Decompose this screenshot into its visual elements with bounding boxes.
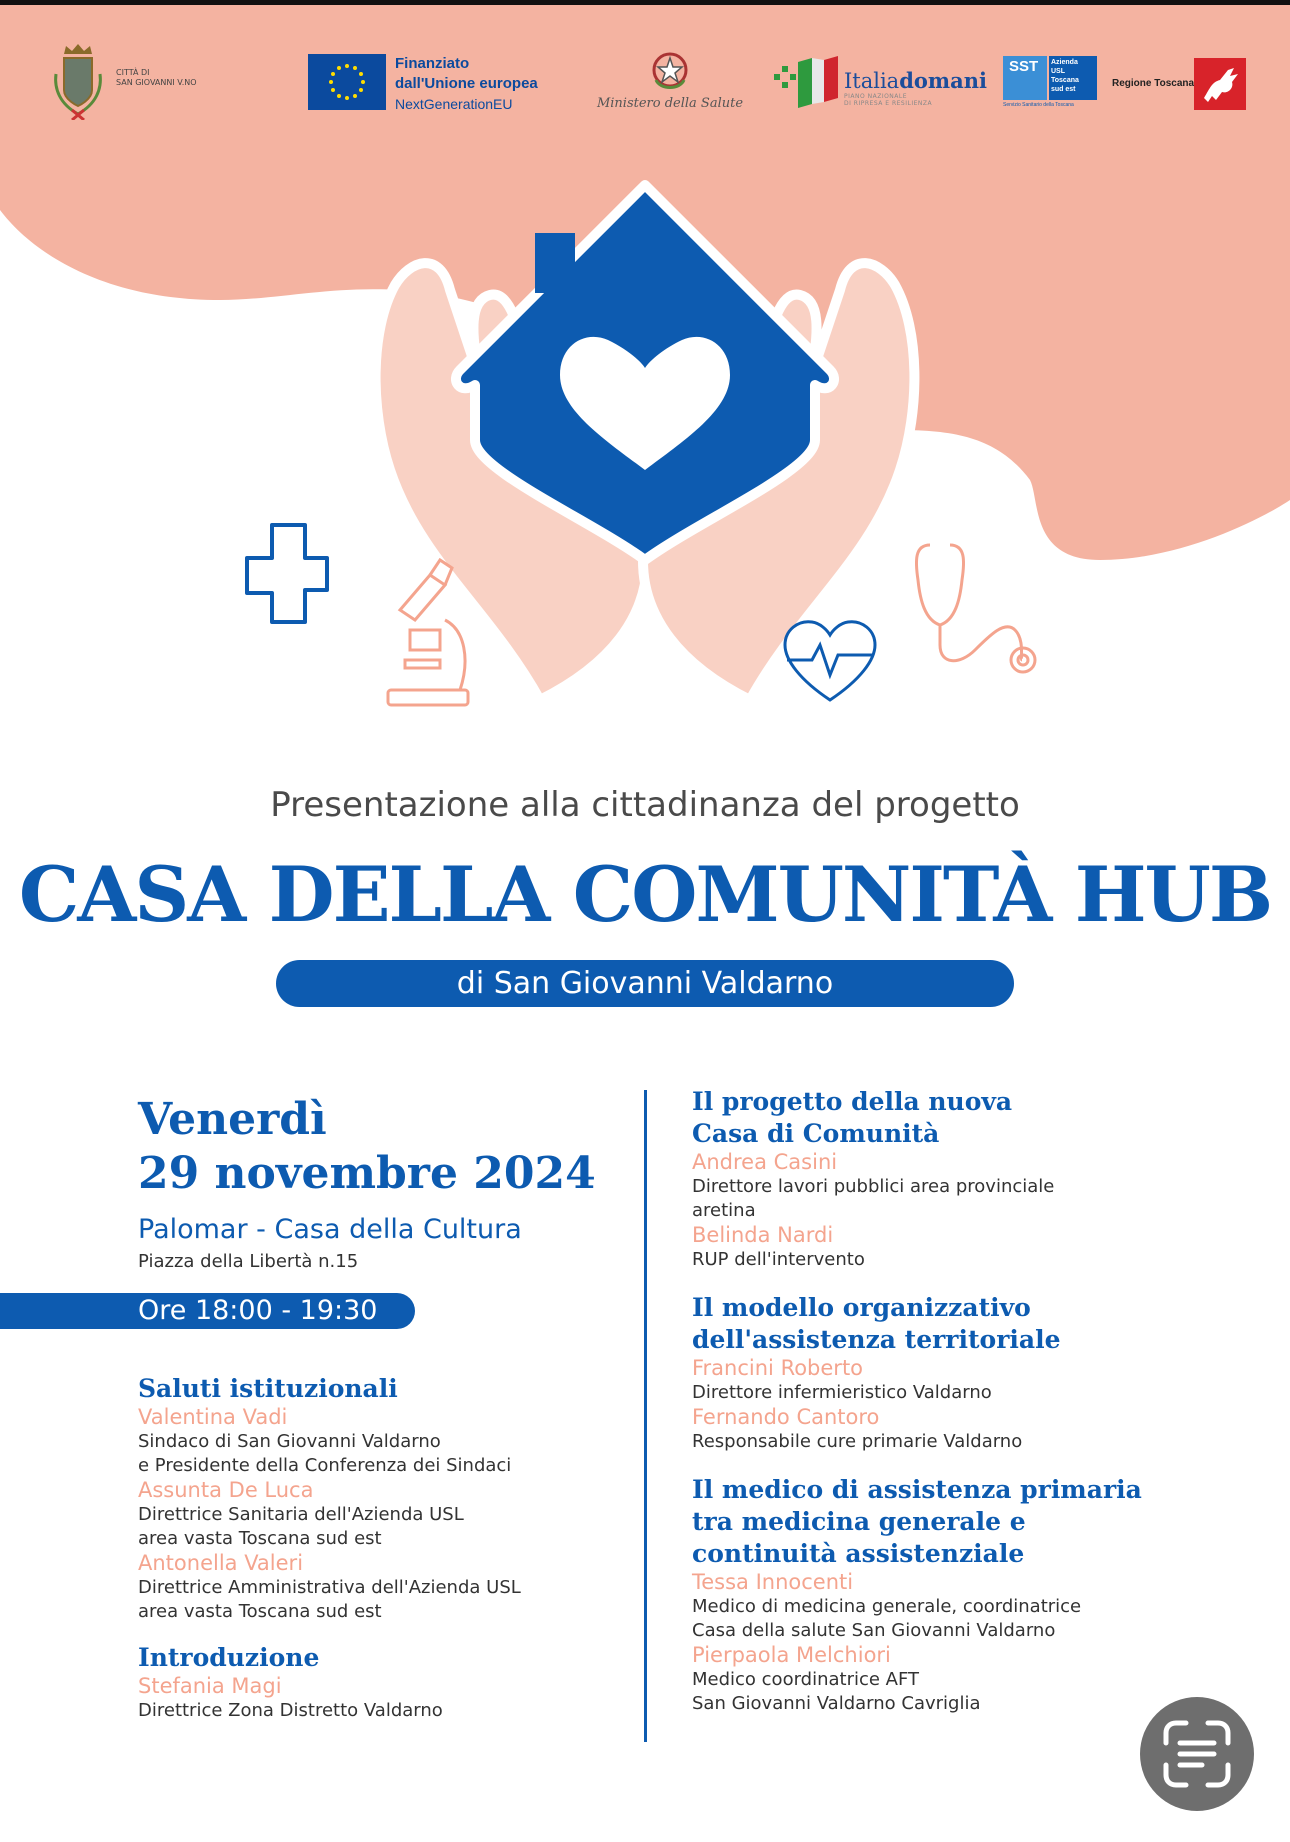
eu-flag-icon — [308, 54, 386, 110]
ministero-logo — [595, 50, 745, 120]
speaker-name: Tessa Innocenti — [692, 1570, 854, 1594]
section-title: Il modello organizzativo — [692, 1293, 1031, 1322]
speaker-role: Responsabile cure primarie Valdarno — [692, 1431, 1023, 1452]
speaker-role: Direttrice Sanitaria dell'Azienda USL — [138, 1504, 464, 1525]
speaker-name: Fernando Cantoro — [692, 1405, 880, 1429]
speaker-role: Direttrice Amministrativa dell'Azienda USL — [138, 1577, 521, 1598]
page-title: CASA DELLA COMUNITÀ HUB — [18, 850, 1272, 939]
comune-name-line1: CITTÀ DI — [116, 68, 150, 77]
usl-name-line1: Azienda — [1051, 59, 1078, 66]
speaker-name: Assunta De Luca — [138, 1478, 314, 1502]
speaker-role: area vasta Toscana sud est — [138, 1601, 382, 1622]
speaker-name: Pierpaola Melchiori — [692, 1643, 891, 1667]
stethoscope-icon — [916, 545, 1035, 672]
speaker-role: Medico coordinatrice AFT — [692, 1669, 920, 1690]
usl-name-line2: USL — [1051, 68, 1065, 75]
italiadomani-name-a: Italia — [844, 69, 900, 93]
column-divider — [644, 1090, 647, 1742]
comune-logo — [48, 44, 198, 124]
comune-crest-icon — [48, 44, 108, 120]
section-title: dell'assistenza territoriale — [692, 1325, 1061, 1354]
event-address: Piazza della Libertà n.15 — [138, 1251, 359, 1272]
eu-line-union: dall'Unione europea — [395, 75, 538, 92]
top-border — [0, 0, 1290, 5]
event-day: Venerdì — [138, 1094, 327, 1145]
ministero-name: Ministero della Salute — [596, 96, 744, 111]
speaker-role: Direttrice Zona Distretto Valdarno — [138, 1700, 443, 1721]
speaker-role: Direttore infermieristico Valdarno — [692, 1382, 992, 1403]
section-title: continuità assistenziale — [692, 1539, 1025, 1568]
speaker-role: Direttore lavori pubblici area provinciale — [692, 1176, 1055, 1197]
scan-text-icon — [1140, 1697, 1254, 1811]
italiadomani-name-b: domani — [899, 68, 987, 93]
subtitle: Presentazione alla cittadinanza del progetto — [270, 785, 1020, 825]
speaker-role: San Giovanni Valdarno Cavriglia — [692, 1693, 981, 1714]
comune-name-line2: SAN GIOVANNI V.NO — [116, 78, 197, 87]
event-time: Ore 18:00 - 19:30 — [138, 1295, 378, 1326]
section-title: Casa di Comunità — [692, 1119, 940, 1148]
speaker-name: Stefania Magi — [138, 1674, 282, 1698]
eu-line-nextgen: NextGenerationEU — [395, 96, 513, 112]
section-title: Il progetto della nuova — [692, 1087, 1013, 1116]
event-date — [138, 1093, 596, 1201]
usl-caption: Servizio Sanitario della Toscana — [1003, 102, 1074, 108]
usl-name-line4: sud est — [1051, 86, 1076, 93]
section-title: Introduzione — [138, 1643, 320, 1672]
italiadomani-sub1: PIANO NAZIONALE — [844, 93, 908, 100]
medical-cross-icon — [247, 525, 327, 622]
usl-name-line3: Toscana — [1051, 77, 1079, 84]
speaker-role: Sindaco di San Giovanni Valdarno — [138, 1431, 441, 1452]
eu-logo — [308, 54, 538, 114]
speaker-name: Valentina Vadi — [138, 1405, 288, 1429]
speaker-name: Antonella Valeri — [138, 1551, 304, 1575]
right-program — [692, 1086, 1192, 1716]
left-program — [138, 1373, 618, 1723]
speaker-role: RUP dell'intervento — [692, 1249, 865, 1270]
italiadomani-logo — [772, 54, 987, 114]
speaker-role: aretina — [692, 1200, 756, 1221]
pegasus-icon — [1194, 58, 1246, 110]
place-pill: di San Giovanni Valdarno — [276, 960, 1014, 1007]
speaker-name: Andrea Casini — [692, 1150, 838, 1174]
scan-text-button[interactable] — [1140, 1697, 1254, 1811]
usl-logo — [1003, 56, 1097, 112]
speaker-role: area vasta Toscana sud est — [138, 1528, 382, 1549]
speaker-role: Medico di medicina generale, coordinatrice — [692, 1596, 1082, 1617]
speaker-role: Casa della salute San Giovanni Valdarno — [692, 1620, 1056, 1641]
event-full-date: 29 novembre 2024 — [138, 1148, 596, 1199]
section-title: Il medico di assistenza primaria — [692, 1475, 1142, 1504]
time-pill — [0, 1293, 415, 1329]
usl-sst-label: SST — [1009, 58, 1039, 75]
regione-name: Regione Toscana — [1112, 78, 1195, 89]
event-venue: Palomar - Casa della Cultura — [138, 1214, 522, 1245]
section-title: tra medicina generale e — [692, 1507, 1026, 1536]
speaker-role: e Presidente della Conferenza dei Sindaci — [138, 1455, 512, 1476]
italian-emblem-icon — [650, 50, 690, 92]
speaker-name: Francini Roberto — [692, 1356, 864, 1380]
speaker-name: Belinda Nardi — [692, 1223, 834, 1247]
italiadomani-flag-icon — [772, 54, 842, 110]
eu-line-financed: Finanziato — [395, 55, 470, 72]
italiadomani-sub2: DI RIPRESA E RESILIENZA — [844, 100, 933, 107]
section-title: Saluti istituzionali — [138, 1374, 398, 1403]
regione-logo — [1112, 58, 1247, 112]
